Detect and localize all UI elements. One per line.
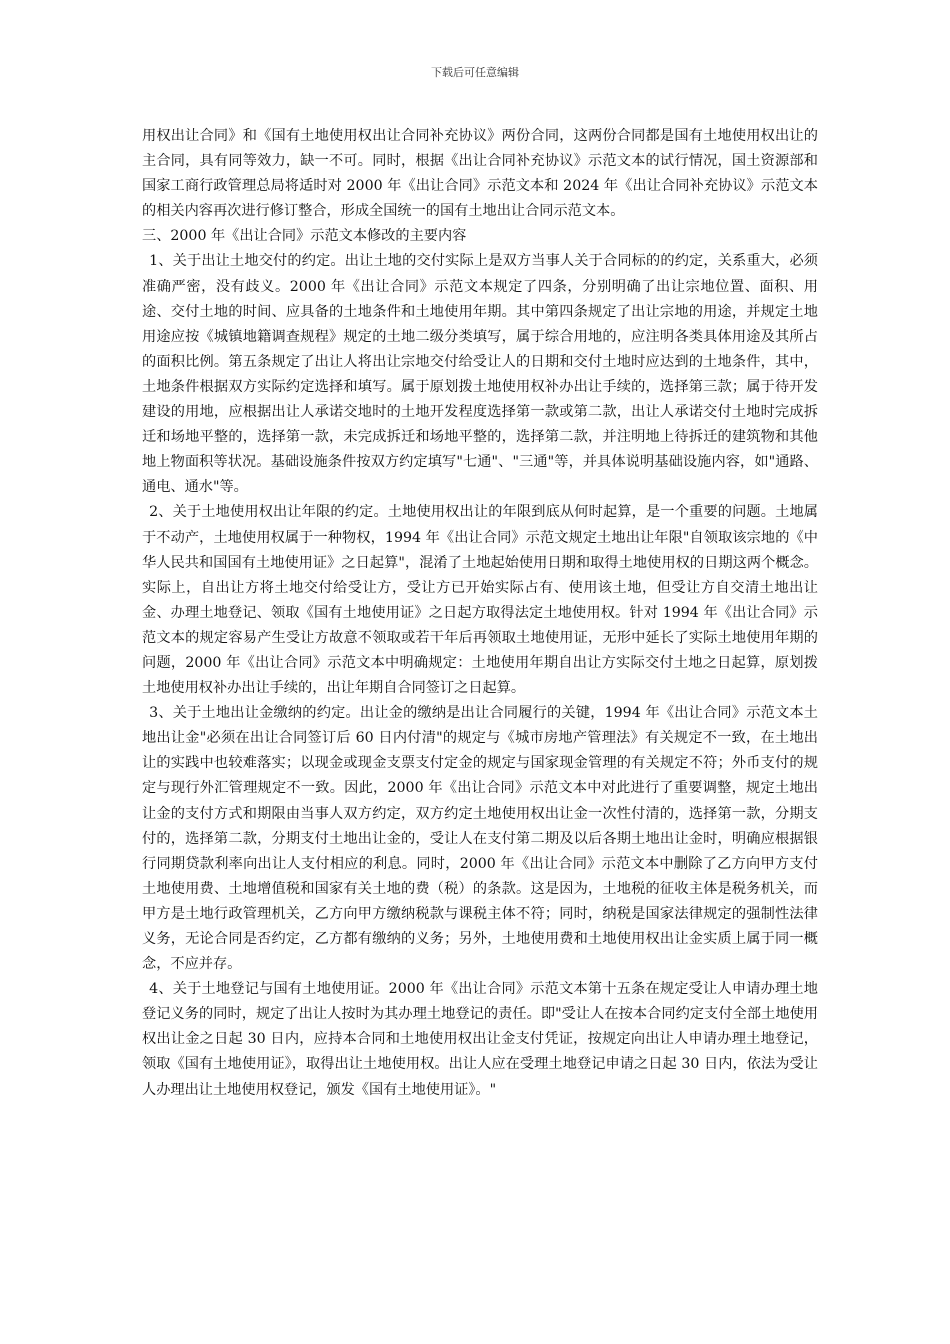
paragraph-item-1: 1、关于出让土地交付的约定。出让土地的交付实际上是双方当事人关于合同标的的约定，关系重大，必须准确严密，没有歧义。2000 年《出让合同》示范文本规定了四条，分别明确了出让宗地位置、面积、用途、交付土地的时间、应具备的土地条件和土地使用年期。其中第四条规定了出让宗地的用途，并规定土地用途应按《城镇地籍调查规程》规定的土地二级分类填写，属于综合用地的，应注明各类具体用途及其所占的面积比例。第五条规定了出让人将出让宗地交付给受让人的日期和交付土地时应达到的土地条件，其中，土地条件根据双方实际约定选择和填写。属于原划拨土地使用权补办出让手续的，选择第三款；属于待开发建设的用地，应根据出让人承诺交地时的土地开发程度选择第一款或第二款，出让人承诺交付土地时完成拆迁和场地平整的，选择第一款，未完成拆迁和场地平整的，选择第二款，并注明地上待拆迁的建筑物和其他地上物面积等状况。基础设施条件按双方约定填写"七通"、"三通"等，并具体说明基础设施内容，如"通路、通电、通水"等。 [142,253,818,496]
document-body [142,124,818,1103]
paragraph-item-4: 4、关于土地登记与国有土地使用证。2000 年《出让合同》示范文本第十五条在规定受让人申请办理土地登记义务的同时，规定了出让人按时为其办理土地登记的责任。即"受让人在按本合同约定支付全部土地使用权出让金之日起 30 日内，应持本合同和土地使用权出让金支付凭证，按规定向出让人申请办理土地登记，领取《国有土地使用证》，取得出让土地使用权。出让人应在受理土地登记申请之日起 30 日内，依法为受让人办理出让土地使用权登记，颁发《国有土地使用证》。" [142,981,818,1098]
page-header: 下载后可任意编辑 [431,66,519,79]
paragraph-item-2: 2、关于土地使用权出让年限的约定。土地使用权出让的年限到底从何时起算，是一个重要的问题。土地属于不动产，土地使用权属于一种物权，1994 年《出让合同》示范文规定土地出让年限"自领取该宗地的《中华人民共和国国有土地使用证》之日起算"，混淆了土地起始使用日期和取得土地使用权的日期这两个概念。实际上，自出让方将土地交付给受让方，受让方已开始实际占有、使用该土地，但受让方自交清土地出让金、办理土地登记、领取《国有土地使用证》之日起方取得法定土地使用权。针对 1994 年《出让合同》示范文本的规定容易产生受让方故意不领取或若干年后再领取土地使用证，无形中延长了实际土地使用年期的问题，2000 年《出让合同》示范文本中明确规定：土地使用年期自出让方实际交付土地之日起算，原划拨土地使用权补办出让手续的，出让年期自合同签订之日起算。 [142,504,818,697]
section-heading: 三、2000 年《出让合同》示范文本修改的主要内容 [142,228,467,245]
paragraph-item-3: 3、关于土地出让金缴纳的约定。出让金的缴纳是出让合同履行的关键，1994 年《出让合同》示范文本土地出让金"必须在出让合同签订后 60 日内付清"的规定与《城市房地产管理法》有关规定不一致，在土地出让的实践中也较难落实；以现金或现金支票支付定金的规定与国家现金管理的有关规定不符；外币支付的规定与现行外汇管理规定不一致。因此，2000 年《出让合同》示范文本中对此进行了重要调整，规定土地出让金的支付方式和期限由当事人双方约定，双方约定土地使用权出让金一次性付清的，选择第一款，分期支付的，选择第二款，分期支付土地出让金的，受让人在支付第二期及以后各期土地出让金时，明确应根据银行同期贷款利率向出让人支付相应的利息。同时，2000 年《出让合同》示范文本中删除了乙方向甲方支付土地使用费、土地增值税和国家有关土地的费（税）的条款。这是因为，土地税的征收主体是税务机关，而甲方是土地行政管理机关，乙方向甲方缴纳税款与课税主体不符；同时，纳税是国家法律规定的强制性法律义务，无论合同是否约定，乙方都有缴纳的义务；另外，土地使用费和土地使用权出让金实质上属于同一概念，不应并存。 [142,705,818,973]
paragraph-intro: 用权出让合同》和《国有土地使用权出让合同补充协议》两份合同，这两份合同都是国有土地使用权出让的主合同，具有同等效力，缺一不可。同时，根据《出让合同补充协议》示范文本的试行情况，国土资源部和国家工商行政管理总局将适时对 2000 年《出让合同》示范文本和 2024 年《出让合同补充协议》示范文本的相关内容再次进行修订整合，形成全国统一的国有土地出让合同示范文本。 [142,128,818,220]
